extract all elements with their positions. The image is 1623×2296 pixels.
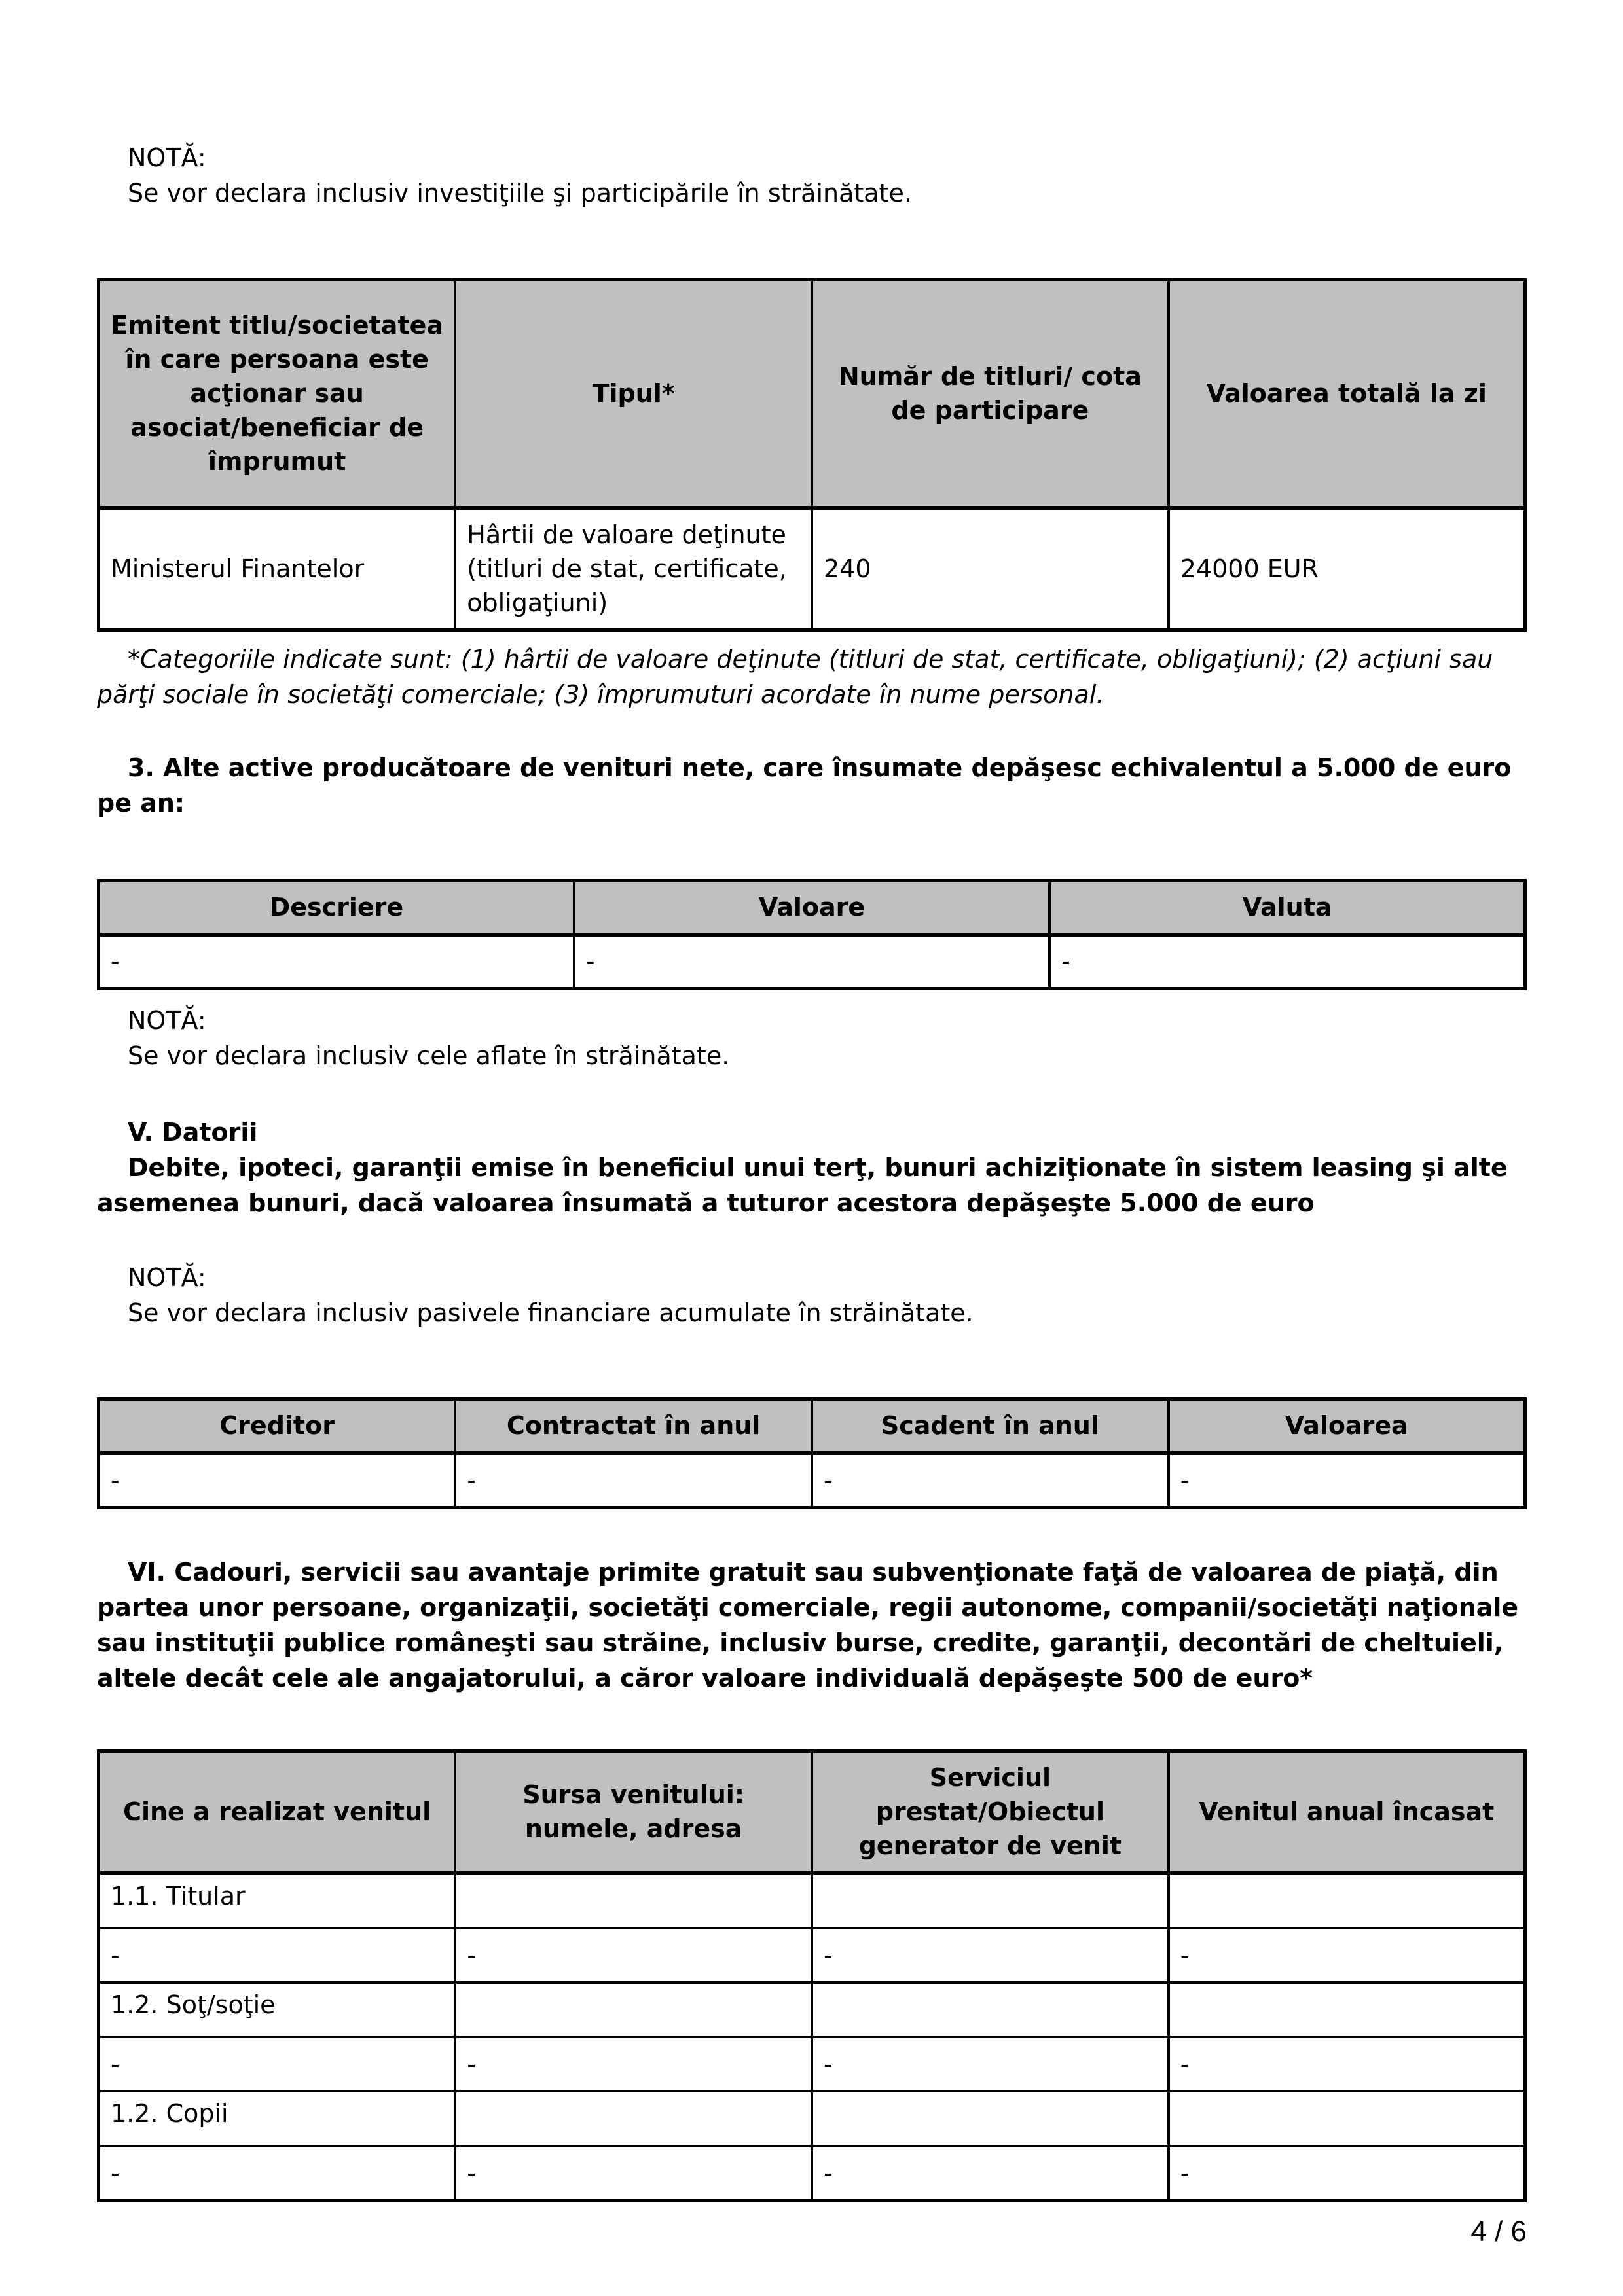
table-row: [99, 1453, 1525, 1508]
table-cell: -: [812, 2037, 1169, 2091]
table-row-group-spouse: [99, 1982, 1525, 2037]
page-number: 4 / 6: [1470, 2215, 1527, 2248]
column-header: Contractat în anul: [455, 1399, 812, 1453]
table-cell: -: [455, 1928, 812, 1982]
table-cell: -: [99, 1928, 456, 1982]
table-header-row: [99, 1751, 1525, 1873]
note-text: Se vor declara inclusiv cele aflate în străinătate.: [128, 1041, 730, 1070]
column-header: Descriere: [99, 881, 574, 935]
table-cell: -: [574, 935, 1049, 989]
table-cell: 1.1. Titular: [99, 1873, 456, 1928]
table-cell: -: [1049, 935, 1525, 989]
note-label: NOTĂ:: [128, 1006, 206, 1035]
table-cell: -: [99, 1453, 456, 1508]
categories-footnote: *Categoriile indicate sunt: (1) hârtii de valoare deţinute (titluri de stat, certificate, obligaţiuni); (2) acţiuni sau părţi sociale în societăţi comerciale; (3) împrumuturi acordate în nume personal.: [97, 645, 1493, 709]
table-cell: [1169, 1873, 1525, 1928]
column-header: Valuta: [1049, 881, 1525, 935]
section-vi-heading: VI. Cadouri, servicii sau avantaje primite gratuit sau subvenţionate faţă de valoarea de piaţă, din partea unor persoane, organizaţii, societăţi comerciale, regii autonome, companii/societăţi naţionale sau instituţii publice româneşti sau străine, inclusiv burse, credite, garanţii, decontări de cheltuieli, altele decât cele ale angajatorului, a căror valoare individuală depăşeşte 500 de euro*: [97, 1558, 1519, 1693]
table-cell: -: [812, 1928, 1169, 1982]
note-text: Se vor declara inclusiv pasivele financiare acumulate în străinătate.: [128, 1299, 974, 1327]
note-label: NOTĂ:: [128, 143, 206, 172]
column-header: Valoarea: [1169, 1399, 1525, 1453]
column-header: Număr de titluri/ cota de participare: [812, 280, 1169, 508]
column-header: Valoarea totală la zi: [1169, 280, 1525, 508]
table-cell: [1169, 1982, 1525, 2037]
table-cell: -: [1169, 1928, 1525, 1982]
table-cell: [1169, 2091, 1525, 2145]
column-header: Venitul anual încasat: [1169, 1751, 1525, 1873]
table-cell: [455, 1982, 812, 2037]
gifts-table: [97, 1749, 1527, 2202]
other-assets-table: [97, 879, 1527, 990]
column-header: Sursa venitului: numele, adresa: [455, 1751, 812, 1873]
table-row: [99, 1928, 1525, 1982]
section-3-heading: 3. Alte active producătoare de venituri nete, care însumate depăşesc echivalentul a 5.000 de euro pe an:: [97, 753, 1512, 817]
table-cell: -: [455, 1453, 812, 1508]
table-row: [99, 2037, 1525, 2091]
column-header: Serviciul prestat/Obiectul generator de venit: [812, 1751, 1169, 1873]
table-row-group-children: [99, 2091, 1525, 2145]
column-header: Valoare: [574, 881, 1049, 935]
table-cell: 24000 EUR: [1169, 508, 1525, 630]
table-cell: -: [455, 2037, 812, 2091]
table-header-row: [99, 1399, 1525, 1453]
column-header: Scadent în anul: [812, 1399, 1169, 1453]
column-header: Creditor: [99, 1399, 456, 1453]
table-header-row: [99, 881, 1525, 935]
note-debts: [97, 1260, 1527, 1331]
investments-table: [97, 278, 1527, 632]
note-investments: [97, 140, 1527, 211]
note-label: NOTĂ:: [128, 1263, 206, 1292]
table-cell: -: [812, 2146, 1169, 2201]
column-header: Tipul*: [455, 280, 812, 508]
section-v-title: V. Datorii: [128, 1118, 258, 1147]
table-row: [99, 935, 1525, 989]
table-cell: 1.2. Copii: [99, 2091, 456, 2145]
section-v-description: Debite, ipoteci, garanţii emise în beneficiul unui terţ, bunuri achiziţionate în sistem leasing şi alte asemenea bunuri, dacă valoarea însumată a tuturor acestora depăşeşte 5.000 de euro: [97, 1153, 1508, 1217]
table-cell: -: [1169, 1453, 1525, 1508]
table-cell: Ministerul Finantelor: [99, 508, 456, 630]
note-text: Se vor declara inclusiv investiţiile şi participările în străinătate.: [128, 179, 912, 207]
table-cell: -: [99, 2037, 456, 2091]
table-cell: [812, 1873, 1169, 1928]
note-other-assets: [97, 1003, 1527, 1073]
table-cell: -: [1169, 2146, 1525, 2201]
table-row: [99, 2146, 1525, 2201]
table-cell: -: [1169, 2037, 1525, 2091]
table-cell: -: [99, 935, 574, 989]
table-cell: [812, 2091, 1169, 2145]
table-header-row: [99, 280, 1525, 508]
table-row-group-titular: [99, 1873, 1525, 1928]
debts-table: [97, 1397, 1527, 1509]
table-cell: -: [99, 2146, 456, 2201]
table-cell: [812, 1982, 1169, 2037]
table-cell: -: [812, 1453, 1169, 1508]
table-cell: [455, 2091, 812, 2145]
table-row: [99, 508, 1525, 630]
table-cell: 240: [812, 508, 1169, 630]
column-header: Emitent titlu/societatea în care persoana este acţionar sau asociat/beneficiar de împrumut: [99, 280, 456, 508]
table-cell: -: [455, 2146, 812, 2201]
table-cell: [455, 1873, 812, 1928]
column-header: Cine a realizat venitul: [99, 1751, 456, 1873]
table-cell: 1.2. Soţ/soţie: [99, 1982, 456, 2037]
table-cell: Hârtii de valoare deţinute (titluri de stat, certificate, obligaţiuni): [455, 508, 812, 630]
